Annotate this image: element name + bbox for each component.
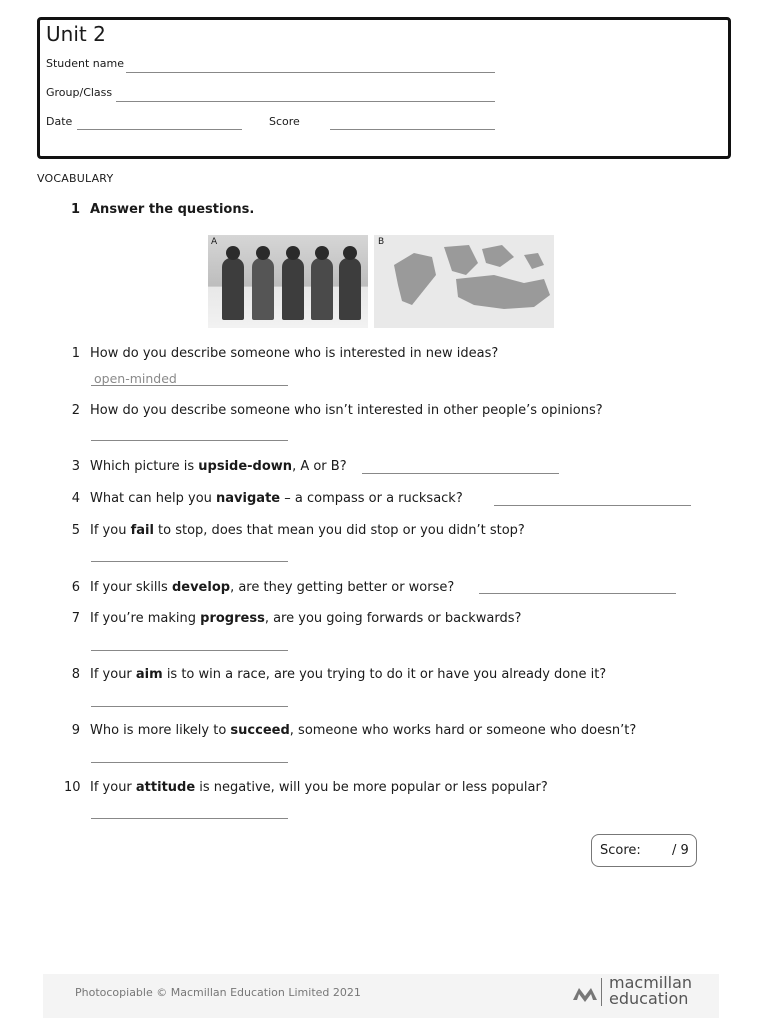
exercise-number: 1 [71,202,81,217]
question-keyword: attitude [135,780,196,795]
question-text-part: , someone who works hard or someone who doesn’t? [289,723,637,738]
copyright-text: Photocopiable © Macmillan Education Limited 2021 [75,986,361,999]
question-number: 7 [71,611,80,626]
question-text-part: If your [90,780,136,795]
score-box-total: / 9 [672,843,689,858]
question-text-part: , are they getting better or worse? [230,580,455,595]
answer-line[interactable] [91,706,288,707]
question-number: 4 [71,491,80,506]
score-field[interactable] [330,129,495,130]
question-text-part: is to win a race, are you trying to do it or have you already done it? [162,667,607,682]
question-text-part: If your skills [90,580,172,595]
student-name-label: Student name [46,57,124,70]
question-number: 6 [71,580,80,595]
question-text-part: to stop, does that mean you did stop or you didn’t stop? [153,523,525,538]
question-text [90,491,463,506]
date-label: Date [46,115,73,128]
question-text-part: If your [90,667,136,682]
question-text [90,523,525,538]
question-text [90,580,454,595]
logo-wordmark [609,975,692,1007]
question-number: 8 [71,667,80,682]
question-keyword: navigate [216,491,281,506]
question-text-part: Who is more likely to [90,723,231,738]
score-box-label: Score: [600,843,641,858]
answer-line[interactable] [91,762,288,763]
score-label: Score [269,115,300,128]
sample-answer: open-minded [94,371,177,386]
question-text-part: , are you going forwards or backwards? [264,611,522,626]
picture-a-explorers [208,235,368,328]
answer-line[interactable] [362,473,559,474]
date-field[interactable] [77,129,242,130]
question-keyword: aim [135,667,163,682]
question-text [90,667,606,682]
unit-title: Unit 2 [46,22,106,46]
question-keyword: develop [171,580,231,595]
upside-down-map-icon [374,235,554,328]
student-info-box [37,17,731,159]
group-class-label: Group/Class [46,86,113,99]
question-keyword: fail [130,523,154,538]
picture-b-world-map [374,235,554,328]
question-text [90,403,603,418]
logo-line-2: education [609,989,689,1008]
question-text [90,459,347,474]
macmillan-logo-icon [572,982,598,1006]
question-text [90,611,521,626]
question-text-part: , A or B? [292,459,347,474]
question-keyword: succeed [230,723,290,738]
logo-divider [601,978,602,1006]
question-keyword: progress [200,611,265,626]
logo-line-1: macmillan [609,973,693,992]
question-text-part: is negative, will you be more popular or less popular? [195,780,548,795]
question-text-part: Which picture is [90,459,199,474]
picture-a-label: A [211,237,218,247]
question-number: 2 [71,403,80,418]
section-heading: VOCABULARY [37,172,114,185]
question-number: 1 [71,346,80,361]
answer-line[interactable] [91,440,288,441]
question-text-part: How do you describe someone who is interested in new ideas? [90,346,499,361]
answer-line[interactable] [494,505,691,506]
answer-line[interactable] [91,818,288,819]
question-text-part: How do you describe someone who isn’t interested in other people’s opinions? [90,403,603,418]
question-number: 3 [71,459,80,474]
answer-line[interactable] [91,561,288,562]
question-text-part: If you [90,523,131,538]
exercise-title: Answer the questions. [90,202,255,217]
question-number: 5 [71,523,80,538]
question-keyword: upside-down [198,459,293,474]
group-class-field[interactable] [116,101,495,102]
question-number: 10 [64,780,81,795]
question-text [90,780,548,795]
answer-line[interactable] [479,593,676,594]
question-text-part: – a compass or a rucksack? [280,491,463,506]
question-text [90,723,636,738]
picture-b-label: B [378,237,385,247]
question-number: 9 [71,723,80,738]
question-text-part: What can help you [90,491,217,506]
student-name-field[interactable] [126,72,495,73]
question-text [90,346,498,361]
answer-line[interactable] [91,650,288,651]
question-text-part: If you’re making [90,611,201,626]
